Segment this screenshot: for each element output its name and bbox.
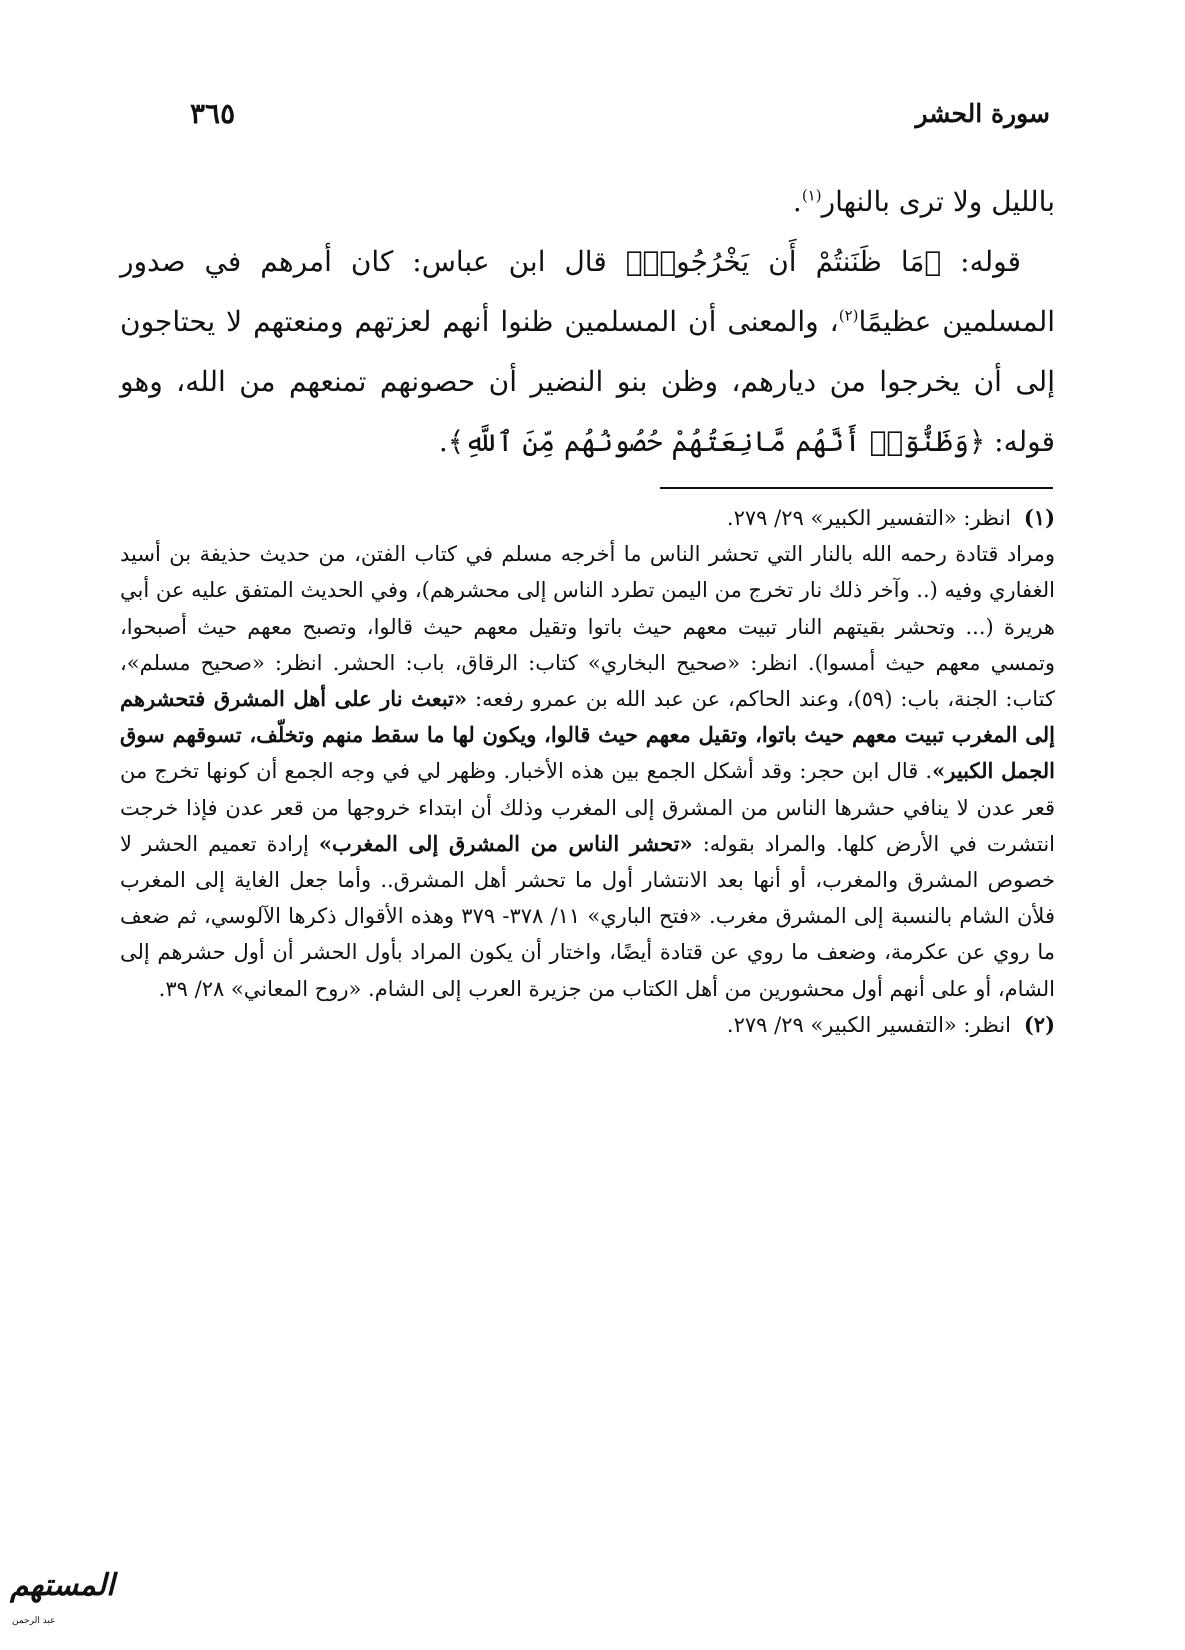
watermark-logo [6, 1568, 115, 1638]
footnote-1-ref: انظر: «التفسير الكبير» ٢٩/ ٢٧٩. [726, 506, 1011, 530]
watermark-subtext: عبد الرحمن [12, 1616, 56, 1626]
footnote-1-quote-bold: «تحشر الناس من المشرق إلى المغرب» [318, 830, 693, 856]
footnote-separator [660, 487, 1053, 489]
footnote-1-body [120, 536, 1055, 1007]
paragraph-1 [120, 172, 1055, 232]
footnote-1-text-c: . قال ابن حجر: وقد أشكل الجمع بين هذه الأخبار. وظهر لي في وجه الجمع أن كونها تخرج من قعر عدن لا ينافي حشرها الناس من المشرق إلى المغرب وذلك أن ابتداء خروجها من قعر عدن فإذا خرجت انتشرت في الأرض كلها. والمراد بقوله: [120, 759, 1055, 856]
footnote-1-hadith-bold: «تبعث نار على أهل المشرق فتحشرهم إلى المغرب تبيت معهم حيث باتوا، وتقيل معهم حيث قالوا، ويكون لها ما سقط منهم وتخلّف، تسوقهم سوق الجمل الكبير» [120, 686, 1055, 784]
page-header [190, 88, 1050, 138]
quran-quote-1: ﴿مَا ظَنَنتُمْ أَن يَخْرُجُوا۟﴾ [625, 245, 942, 278]
footnote-1-number: (١) [1023, 505, 1055, 530]
quran-quote-2: ﴿وَظَنُّوٓا۟ أَنَّهُم مَّانِعَتُهُمْ حُصُونُهُم مِّنَ ٱللَّهِ﴾ [447, 425, 986, 458]
footnote-1-text-a: ومراد قتادة رحمه الله بالنار التي تحشر الناس ما أخرجه مسلم في كتاب الفتن، من حديث حذيفة بن أسيد الغفاري وفيه (.. وآخر ذلك نار تخرج من اليمن تطرد الناس إلى محشرهم)، وفي الحديث المتفق عليه عن أبي هريرة (... وتحشر بقيتهم النار تبيت معهم حيث باتوا وتقيل معهم حيث قالوا، وتصبح معهم حيث أصبحوا، وتمسي معهم حيث أمسوا). انظر: «صحيح البخاري» كتاب: الرقاق، باب: الحشر. انظر: «صحيح مسلم»، كتاب: الجنة، باب: (٥٩)، وعند الحاكم، عن عبد الله بن عمرو رفعه: [120, 542, 1056, 712]
footnote-2-ref: انظر: «التفسير الكبير» ٢٩/ ٢٧٩. [726, 1012, 1011, 1037]
footnotes [120, 500, 1055, 1043]
footnote-2 [120, 1007, 1055, 1043]
p1-end: . [792, 185, 802, 218]
watermark-text: المستهم [10, 1568, 115, 1603]
footnote-ref-2: (٢) [838, 306, 859, 325]
p2-start: قوله: [941, 245, 1021, 278]
footnote-1-text-e: إرادة تعميم الحشر لا خصوص المشرق والمغرب، أو أنها بعد الانتشار أول ما تحشر أهل المشرق.. وأما جعل الغاية إلى المغرب فلأن الشام بالنسبة إلى المشرق مغرب. «فتح الباري» ١١/ ٣٧٨- ٣٧٩ وهذه الأقوال ذكرها الآلوسي، ثم ضعف ما روي عن عكرمة، وضعف ما روي عن قتادة أيضًا، واختار أن يكون المراد بأول الحشر أن أول حشرهم إلى الشام، أو على أنهم أول محشورين من أهل الكتاب من جزيرة العرب إلى الشام. «روح المعاني» ٢٨/ ٣٩. [120, 831, 1055, 1001]
page-number: ٣٦٥ [190, 96, 236, 130]
footnote-1-header [120, 500, 1055, 536]
p1-text: بالليل ولا ترى بالنهار [821, 185, 1055, 218]
p2-rest: ، والمعنى أن المسلمين ظنوا أنهم لعزتهم ومنعتهم لا يحتاجون إلى أن يخرجوا من ديارهم، وظن بنو النضير أن حصونهم تمنعهم من الله، وهو قوله: [120, 305, 1055, 458]
surah-title: سورة الحشر [915, 98, 1050, 128]
footnote-2-number: (٢) [1023, 1011, 1055, 1037]
paragraph-2 [120, 232, 1055, 472]
p2-mid: قال ابن عباس: كان أمرهم في صدور المسلمين عظيمًا [120, 245, 1055, 338]
p2-end: . [438, 425, 448, 458]
main-text [120, 172, 1055, 472]
footnote-ref-1: (١) [801, 186, 822, 205]
